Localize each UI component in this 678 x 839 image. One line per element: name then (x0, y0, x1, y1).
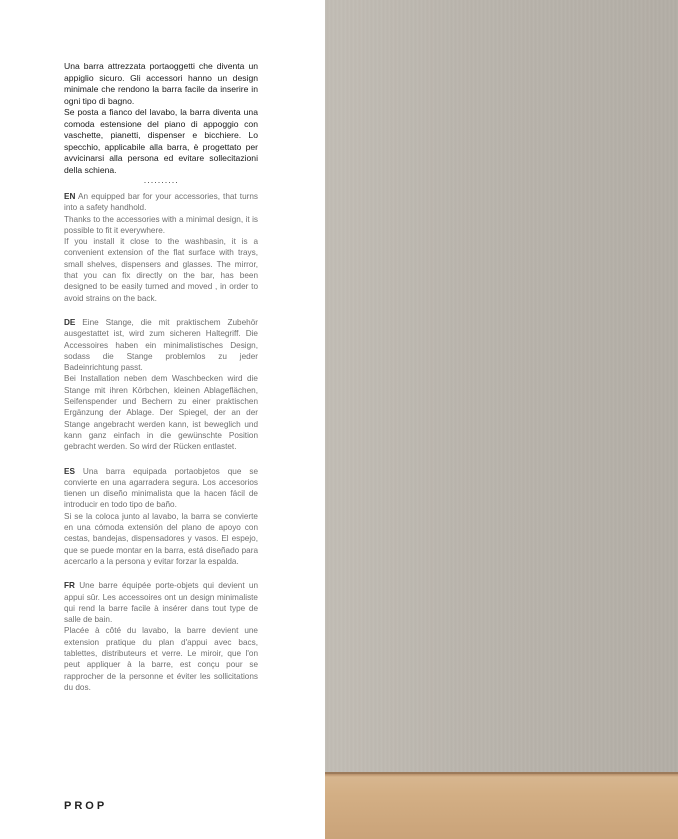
spanish-paragraph-2: Si se la coloca junto al lavabo, la barra se convierte en una cómoda extensión del plano de apoyo con cestas, bandejas, dispensadores y vasos. El espejo, que se puede montar en la barra, está diseñado para acercarlo a la persona y evitar forzar la espalda. (64, 511, 258, 566)
german-text (64, 317, 258, 453)
english-text (64, 191, 258, 304)
english-paragraph-1: An equipped bar for your accessories, that turns into a safety handhold. (64, 192, 258, 213)
brand-label: PROP (64, 800, 108, 812)
spanish-text (64, 466, 258, 568)
italian-paragraph-2: Se posta a fianco del lavabo, la barra diventa una comoda estensione del piano di appoggio con vaschette, pianetti, dispenser e bicchiere. Lo specchio, applicabile alla barra, è progettato per avvicinarsi alla persona ed evitare sollecitazioni della schiena. (64, 107, 258, 175)
german-paragraph-2: Bei Installation neben dem Waschbecken wird die Stange mit ihren Körbchen, kleinen Ablageflächen, Seifenspender und Bechern zu einer praktischen Ergänzung der Ablage. Der Spiegel, der an der Stange angebracht werden kann, ist beweglich und kann ganz einfach in die gewünschte Position gebracht werden. So wird der Rücken entlastet. (64, 374, 258, 452)
wall-surface (325, 0, 678, 774)
german-paragraph-1: Eine Stange, die mit praktischem Zubehör ausgestattet ist, wird zum sicheren Haltegriff. Die Accessoires haben ein minimalistisches Design, sodass die Stange problemlos zu jeder Badeinrichtung passt. (64, 317, 258, 373)
lang-code-es: ES (64, 466, 75, 476)
french-paragraph-2: Placée à côté du lavabo, la barre devient une extension pratique du plan d'appui avec bacs, tablettes, distributeurs et verre. Le miroir, que l'on peut appliquer à la barre, est conçu pour se rapprocher de la personne et éviter les sollicitations du dos. (64, 626, 258, 692)
italian-text (64, 61, 258, 176)
italian-paragraph-1: Una barra attrezzata portaoggetti che diventa un appiglio sicuro. Gli accessori hanno un design minimale che rendono la barra facile da inserire in ogni tipo di bagno. (64, 61, 258, 106)
english-paragraph-3: If you install it close to the washbasin, it is a convenient extension of the flat surface with trays, small shelves, dispensers and glasses. The mirror, that you can fix directly on the bar, has been designed to be easily turned and moved , in order to avoid strains on the back. (64, 237, 258, 303)
english-paragraph-2: Thanks to the accessories with a minimal design, it is possible to fit it everywhere. (64, 214, 258, 235)
text-column (64, 61, 258, 706)
french-paragraph-1: Une barre équipée porte-objets qui devient un appui sûr. Les accessoires ont un design minimaliste qui rend la barre facile à insérer dans tout type de salle de bain. (64, 581, 259, 625)
french-text (64, 580, 258, 693)
lang-code-fr: FR (64, 581, 75, 591)
wooden-floor (325, 774, 678, 839)
spanish-paragraph-1: Una barra equipada portaobjetos que se convierte en una agarradera segura. Los accesorios tienen un diseño minimalista que la hacen fácil de introducir en todo tipo de baño. (64, 466, 258, 510)
dotted-separator: ·········· (143, 177, 179, 187)
lang-code-en: EN (64, 192, 76, 201)
lang-code-de: DE (64, 317, 76, 327)
product-photo (325, 0, 678, 839)
